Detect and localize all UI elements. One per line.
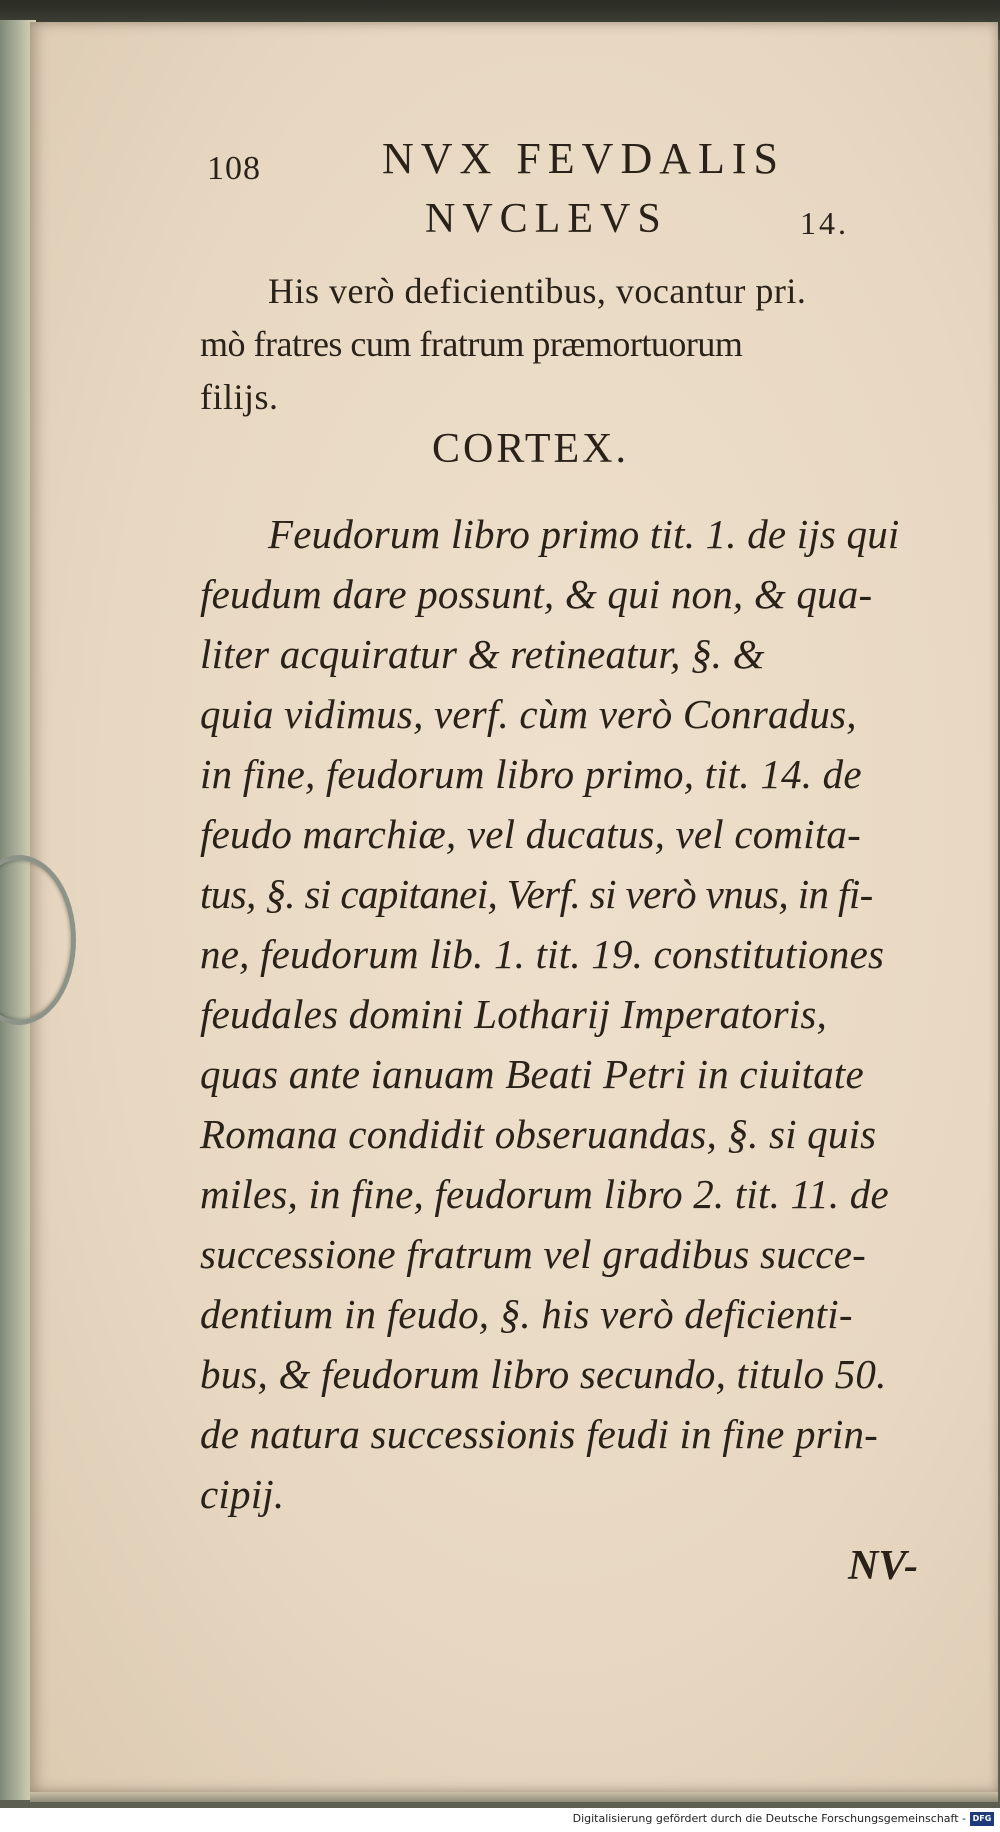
cortex-line: Feudorum libro primo tit. 1. de ijs qui	[268, 511, 900, 557]
catchword: NV-	[848, 1543, 919, 1589]
section-number: 14.	[800, 205, 849, 241]
page-bottom-edge	[30, 1792, 998, 1802]
cortex-heading: CORTEX.	[432, 426, 629, 472]
cortex-line: tus, §. si capitanei, Verf. si verò vnus, in fi-	[200, 871, 873, 917]
page-number: 108	[207, 150, 261, 187]
cortex-line: bus, & feudorum libro secundo, titulo 50.	[200, 1351, 887, 1397]
cortex-line: feudales domini Lotharij Imperatoris,	[200, 991, 827, 1037]
cortex-line: ne, feudorum lib. 1. tit. 19. constitutiones	[200, 931, 885, 977]
cortex-line: feudo marchiæ, vel ducatus, vel comita-	[200, 811, 861, 857]
cortex-line: liter acquiratur & retineatur, §. &	[200, 631, 765, 677]
cortex-line: feudum dare possunt, & qui non, & qua-	[200, 571, 873, 617]
running-title: NVX FEVDALIS	[382, 134, 785, 183]
section-label: NVCLEVS	[425, 196, 668, 242]
cortex-line: quia vidimus, verf. cùm verò Conradus,	[200, 691, 857, 737]
cortex-line: cipij.	[200, 1471, 285, 1517]
nucleus-line: His verò deficientibus, vocantur pri.	[268, 271, 807, 311]
digitization-credit: Digitalisierung gefördert durch die Deutsche Forschungsgemeinschaft -	[572, 1812, 966, 1825]
cortex-line: in fine, feudorum libro primo, tit. 14. de	[200, 751, 862, 797]
cortex-line: dentium in feudo, §. his verò deficienti-	[200, 1291, 853, 1337]
nucleus-line: mò fratres cum fratrum præmortuorum	[200, 324, 743, 364]
nucleus-line: filijs.	[200, 377, 279, 417]
cortex-line: miles, in fine, feudorum libro 2. tit. 11. de	[200, 1171, 889, 1217]
cortex-line: quas ante ianuam Beati Petri in ciuitate	[200, 1051, 864, 1097]
cortex-line: successione fratrum vel gradibus succe-	[200, 1231, 866, 1277]
cortex-line: de natura successionis feudi in fine prin-	[200, 1411, 878, 1457]
dfg-logo: DFG	[970, 1812, 994, 1826]
cortex-line: Romana condidit obseruandas, §. si quis	[200, 1111, 877, 1157]
